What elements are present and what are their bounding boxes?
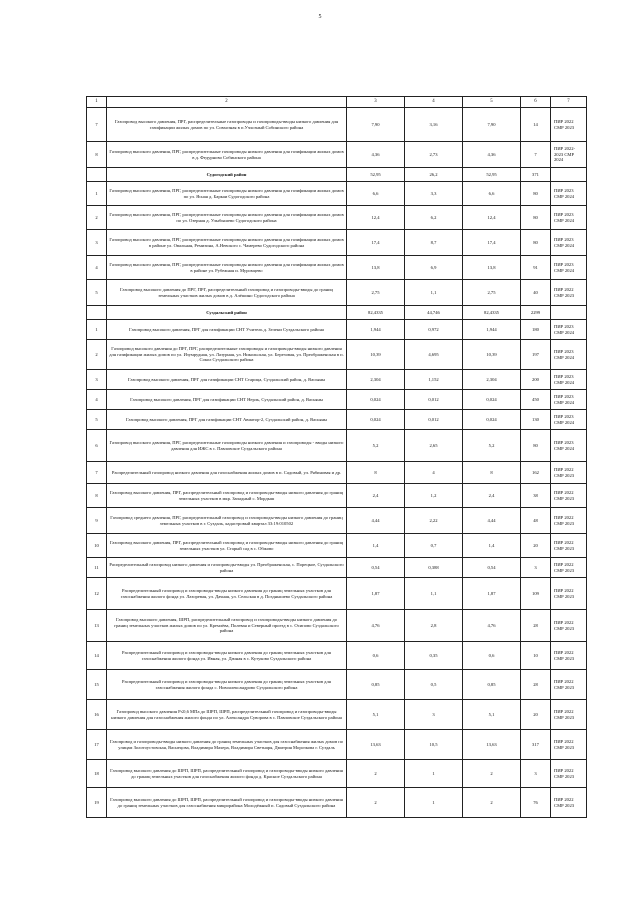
row-value: 4,36 [463, 142, 521, 168]
row-number: 7 [87, 462, 107, 484]
header-cell: 5 [463, 97, 521, 108]
row-value: 12,4 [347, 206, 405, 230]
header-cell: 4 [405, 97, 463, 108]
row-value: ПИР 2022 СМР 2023 [551, 610, 587, 642]
row-value: 0,388 [405, 558, 463, 578]
row-value: 317 [521, 730, 551, 760]
row-description: Газопровод высокого давления, ПРГ, распределительный газопровод и газопроводы-вводы низкого давления до границ земельных участков ул. Старый сад в с. Обжово [107, 534, 347, 558]
row-value: 91 [521, 256, 551, 280]
row-number: 19 [87, 788, 107, 818]
row-description: Газопровод высокого давления до ПРГ, ПРГ, распределительные газопроводы и газопроводы-вводы низкого давления для газификации жилых домов по ул. Изумрудная, ул. Лазурная, ул. Никольская, ул. Березовая, ул. Преображенская в п. Сокол Суздальского района [107, 340, 347, 370]
row-value: 0,024 [463, 410, 521, 430]
row-number: 15 [87, 670, 107, 700]
row-value: 48 [521, 508, 551, 534]
row-value: 1,1 [405, 280, 463, 306]
row-value: 0,6 [463, 642, 521, 670]
row-value: 10 [521, 642, 551, 670]
row-value: 17,4 [347, 230, 405, 256]
row-value: 2,304 [347, 370, 405, 390]
row-number: 11 [87, 558, 107, 578]
row-description: Газопровод высокого давления, ШРП, распределительный газопровод и газопроводы-вводы низкого давления до границ земельных участков жилых домов по ул. Кремлёва, Полевая и Северный проезд в с. Осипово Суздальского района [107, 610, 347, 642]
row-description: Газопровод высокого давления, ПРГ для газификации СНТ Старица, Суздальский район, д. Васьяны [107, 370, 347, 390]
row-value: ПИР 2022 СМР 2023 [551, 730, 587, 760]
header-cell: 6 [521, 97, 551, 108]
row-value: ПИР 2022 СМР 2023 [551, 534, 587, 558]
row-value: 1 [405, 760, 463, 788]
table-header-row [87, 97, 587, 108]
row-value: 0,54 [463, 558, 521, 578]
row-description: Распределительный газопровод низкого давления для газоснабжения жилых домов в п. Садовый, ул. Рябиновая и др. [107, 462, 347, 484]
row-value: 3 [405, 700, 463, 730]
row-value: 6,2 [405, 206, 463, 230]
table-row [87, 670, 587, 700]
table-row [87, 730, 587, 760]
row-value: 2,8 [405, 610, 463, 642]
row-value: 1,944 [463, 320, 521, 340]
row-value: 52,95 [463, 168, 521, 182]
table-row [87, 182, 587, 206]
row-value: 13,63 [463, 730, 521, 760]
row-description: Распределительный газопровод и газопроводы-вводы низкого давления до границ земельных участков для газоснабжения жилого фонда с. Новоалександрово Суздальского района [107, 670, 347, 700]
row-value: 0,012 [405, 410, 463, 430]
row-value: 12,4 [463, 206, 521, 230]
row-value: 4,695 [405, 340, 463, 370]
table-row [87, 410, 587, 430]
row-value: 4 [405, 462, 463, 484]
row-value: ПИР 2022 СМР 2023 [551, 642, 587, 670]
row-description: Газопровод высокого давления, ПРГ, распределительные газопроводы низкого давления и газопроводы - вводы низкого давления для ИЖС в с. Павловское Суздальского района [107, 430, 347, 462]
row-value: ПИР 2023 СМР 2024 [551, 182, 587, 206]
row-value: 14 [521, 108, 551, 142]
row-number: 18 [87, 760, 107, 788]
row-description: Газопровод высокого давления, ПРГ для газификации СНТ Авиатор-2, Суздальский район, д. Васьяны [107, 410, 347, 430]
row-description: Газопровод высокого давления, ПРГ, распределительные газопроводы низкого давления для газификации жилых домов по ул. Ясная д. Баркаи Судогодского района [107, 182, 347, 206]
row-value: 1,87 [347, 578, 405, 610]
row-value: 10,39 [463, 340, 521, 370]
table-row [87, 484, 587, 508]
row-number: 3 [87, 370, 107, 390]
row-value [551, 168, 587, 182]
table-row [87, 610, 587, 642]
row-value: ПИР 2022 СМР 2023 [551, 788, 587, 818]
gas-pipeline-table [86, 96, 587, 818]
table-row [87, 508, 587, 534]
row-number: 1 [87, 320, 107, 340]
row-value: 450 [521, 390, 551, 410]
row-value: ПИР 2022 СМР 2023 [551, 108, 587, 142]
row-number: 14 [87, 642, 107, 670]
row-value: 5,2 [347, 430, 405, 462]
row-number: 3 [87, 230, 107, 256]
row-value: 20 [521, 534, 551, 558]
row-value: 200 [521, 370, 551, 390]
row-value: 2,4 [463, 484, 521, 508]
row-value: 2,4 [347, 484, 405, 508]
row-value: 371 [521, 168, 551, 182]
row-value: 5,2 [463, 430, 521, 462]
row-value: ПИР 2022 СМР 2023 [551, 670, 587, 700]
row-value: 44,746 [405, 306, 463, 320]
row-value: ПИР 2023 СМР 2024 [551, 390, 587, 410]
row-value: 2,22 [405, 508, 463, 534]
row-value: 80 [521, 206, 551, 230]
row-number: 1 [87, 182, 107, 206]
row-number [87, 306, 107, 320]
row-description: Газопровод высокого давления, ПРГ, распределительные газопроводы низкого давления для газификации жилых домов в районе ул. Овальная, Ремизина, А.Невского с. Чамерево Судогодского района [107, 230, 347, 256]
row-value: 4,36 [347, 142, 405, 168]
row-value: 2,73 [405, 142, 463, 168]
row-number [87, 168, 107, 182]
row-description: Газопровод высокого давления, ПРГ, распределительные газопроводы низкого давления для газификации жилых домов в районе ул. Рубежная и. Муромцево [107, 256, 347, 280]
row-value: 0,6 [347, 642, 405, 670]
row-value: 13,63 [347, 730, 405, 760]
row-value: 80 [521, 182, 551, 206]
row-description: Распределительный газопровод и газопроводы-вводы низкого давления до границ земельных участков для газоснабжения жилого фонда ул. Лазоревая, ул. Дачная, ул. Сельская в д. Позднышево Суздальского района [107, 578, 347, 610]
row-description: Газопровод высокого давления Р≤0,6 МПа до ШРП, ШРП, распределительный газопровод и газопроводы-вводы низкого давления для газоснабжения жилого фонда по ул. Александра Суворова в с. Павловское Суздальского района [107, 700, 347, 730]
row-value: 1,944 [347, 320, 405, 340]
header-cell: 1 [87, 97, 107, 108]
table-row [87, 370, 587, 390]
row-value: 0,54 [347, 558, 405, 578]
table-row [87, 700, 587, 730]
row-value: 3 [521, 760, 551, 788]
row-value: 82,4335 [347, 306, 405, 320]
row-value: 28 [521, 610, 551, 642]
row-value: 2 [347, 760, 405, 788]
row-value: ПИР 2023 СМР 2024 [551, 410, 587, 430]
row-value: 1,4 [347, 534, 405, 558]
row-value: 52,95 [347, 168, 405, 182]
row-description: Газопровод среднего давления, ПРГ, распределительный газопровод и газопроводы-вводы низкого давления до границ земельных участков в г. Суздаль, кадастровый квартал 33:19:010502 [107, 508, 347, 534]
table-row [87, 256, 587, 280]
row-value: 82,4335 [463, 306, 521, 320]
row-value: 0,35 [405, 642, 463, 670]
row-value: 8,7 [405, 230, 463, 256]
row-value: 6,6 [463, 182, 521, 206]
row-value: 197 [521, 340, 551, 370]
row-value: ПИР 2023 СМР 2024 [551, 340, 587, 370]
row-value: 0,024 [463, 390, 521, 410]
row-value: 4,44 [463, 508, 521, 534]
row-value: 10,5 [405, 730, 463, 760]
table-row [87, 642, 587, 670]
row-value: 130 [521, 410, 551, 430]
table-row [87, 558, 587, 578]
row-number: 7 [87, 108, 107, 142]
row-value: 80 [521, 230, 551, 256]
row-value: 2,75 [347, 280, 405, 306]
row-value [551, 306, 587, 320]
table-row [87, 760, 587, 788]
row-description: Газопровод высокого давления до ШРП, ШРП, распределительный газопровод и газопроводы-вводы низкого давления до границ земельных участков для газоснабжения жилого фонда д. Красное Суздальского района [107, 760, 347, 788]
row-value: 2299 [521, 306, 551, 320]
row-description: Распределительный газопровод и газопроводы-вводы низкого давления до границ земельных участков для газоснабжения жилого фонда ул. Ивная, ул. Дачная в с. Кутуково Суздальского района [107, 642, 347, 670]
row-description: Газопровод высокого давления до ПРГ, ПРГ, распределительный газопровод и газопроводы-вводы до границ земельных участков жилых домов в д. Алёшино Судогодского района [107, 280, 347, 306]
row-number: 2 [87, 206, 107, 230]
row-value: ПИР 2023 СМР 2024 [551, 320, 587, 340]
row-value: ПИР 2022 СМР 2023 [551, 484, 587, 508]
row-value: 0,85 [347, 670, 405, 700]
row-value: ПИР 2023 СМР 2024 [551, 256, 587, 280]
row-value: ПИР 2023 СМР 2024 [551, 230, 587, 256]
row-value: 28 [521, 670, 551, 700]
row-value: 40 [521, 280, 551, 306]
row-number: 8 [87, 484, 107, 508]
page-number: 5 [318, 14, 322, 20]
row-description: Газопровод и газопроводы-вводы низкого давления до границ земельных участков для газоснабжения жилых домов по улицам Золотоустовская, Васнецова, Владимира Махера, Владимира Светнаря, Дмитрия Морозкова г. Суздаль [107, 730, 347, 760]
table-row [87, 280, 587, 306]
row-value: 8 [463, 462, 521, 484]
row-value: 1,87 [463, 578, 521, 610]
row-value: 2 [463, 760, 521, 788]
row-value: 7 [521, 142, 551, 168]
row-value: ПИР 2022 СМР 2023 [551, 280, 587, 306]
row-value: 1 [405, 788, 463, 818]
row-value: 0,024 [347, 390, 405, 410]
row-value: 0,972 [405, 320, 463, 340]
row-value: 13,8 [463, 256, 521, 280]
row-value: 38 [521, 484, 551, 508]
row-value: 2,304 [463, 370, 521, 390]
row-description: Газопровод высокого давления, ПРГ, распределительные газопроводы низкого давления для газификации жилых домов по ул. Озерная д. Улыбышево Судогодского района [107, 206, 347, 230]
table-row [87, 462, 587, 484]
row-description: Газопровод высокого давления, ПРГ для газификации СНТ Учитель д. Зелени Суздальского района [107, 320, 347, 340]
row-value: 1,2 [405, 484, 463, 508]
row-value: 76 [521, 788, 551, 818]
row-value: ПИР 2022 СМР 2023 [551, 760, 587, 788]
row-value: 3,3 [405, 182, 463, 206]
row-value: ПИР 2022 СМР 2023 [551, 508, 587, 534]
row-number: 16 [87, 700, 107, 730]
table-row [87, 320, 587, 340]
row-value: ПИР 2023 СМР 2024 [551, 206, 587, 230]
table-row [87, 534, 587, 558]
row-value: 4,76 [463, 610, 521, 642]
row-value: 1,152 [405, 370, 463, 390]
row-value: 1,1 [405, 578, 463, 610]
header-cell: 7 [551, 97, 587, 108]
header-cell: 3 [347, 97, 405, 108]
table-row [87, 430, 587, 462]
row-description: Газопровод высокого давления, ПРГ, распределительный газопровод и газопроводы-вводы низкого давления до границ земельных участков в мкр. Западный с. Мордыш [107, 484, 347, 508]
row-number: 4 [87, 256, 107, 280]
row-number: 8 [87, 142, 107, 168]
row-value: 2,75 [463, 280, 521, 306]
table-row [87, 578, 587, 610]
section-row [87, 306, 587, 320]
row-number: 10 [87, 534, 107, 558]
row-value: 0,024 [347, 410, 405, 430]
table-row [87, 340, 587, 370]
row-value: 17,4 [463, 230, 521, 256]
row-number: 13 [87, 610, 107, 642]
row-value: 5,1 [347, 700, 405, 730]
table-row [87, 230, 587, 256]
row-number: 5 [87, 280, 107, 306]
row-value: 10,39 [347, 340, 405, 370]
row-value: 180 [521, 320, 551, 340]
row-value: 13,8 [347, 256, 405, 280]
row-description: Газопровод высокого давления, ПРГ, распределительные газопроводы и газопроводы-вводы низкого давления для газификации жилых домов по ул. Совхозная в п.Учхозный Собинского района [107, 108, 347, 142]
row-value: ПИР 2023 СМР 2024 [551, 370, 587, 390]
row-value: 5,1 [463, 700, 521, 730]
row-value: 6,9 [405, 256, 463, 280]
row-description: Газопровод высокого давления до ШРП, ШРП, распределительный газопровод и газопроводы-вводы низкого давления до границ земельных участков для газоснабжения микрорайона Молодёжный п. Садовый Суздальского района [107, 788, 347, 818]
row-number: 12 [87, 578, 107, 610]
row-value: 162 [521, 462, 551, 484]
row-number: 9 [87, 508, 107, 534]
table-row [87, 390, 587, 410]
table-row [87, 788, 587, 818]
row-value: 4,76 [347, 610, 405, 642]
row-description: Судогодский район [107, 168, 347, 182]
row-description: Суздальский район [107, 306, 347, 320]
row-value: 0,85 [463, 670, 521, 700]
row-value: 0,012 [405, 390, 463, 410]
row-value: 26,2 [405, 168, 463, 182]
row-value: ПИР 2022 СМР 2023 [551, 462, 587, 484]
row-number: 5 [87, 410, 107, 430]
row-value: ПИР 2023 СМР 2024 [551, 430, 587, 462]
row-number: 4 [87, 390, 107, 410]
row-number: 2 [87, 340, 107, 370]
row-value: 2 [347, 788, 405, 818]
row-value: ПИР 2022-2023 СМР 2024 [551, 142, 587, 168]
row-value: 109 [521, 578, 551, 610]
row-value: 6,6 [347, 182, 405, 206]
row-value: 1,4 [463, 534, 521, 558]
row-description: Газопровод высокого давления, ПРГ, распределительные газопроводы низкого давления для газификации жилых домов в д. Федурново Собинского района [107, 142, 347, 168]
row-value: 2,65 [405, 430, 463, 462]
row-value: 4,44 [347, 508, 405, 534]
row-value: ПИР 2022 СМР 2023 [551, 700, 587, 730]
row-description: Газопровод высокого давления, ПРГ для газификации СНТ Нерль, Суздальский район, д. Васьяны [107, 390, 347, 410]
row-value: 8 [347, 462, 405, 484]
row-number: 6 [87, 430, 107, 462]
row-value: ПИР 2022 СМР 2023 [551, 578, 587, 610]
row-value: 80 [521, 430, 551, 462]
table-row [87, 108, 587, 142]
row-value: 7,90 [463, 108, 521, 142]
row-value: ПИР 2022 СМР 2023 [551, 558, 587, 578]
row-value: 3 [521, 558, 551, 578]
row-value: 0,7 [405, 534, 463, 558]
row-value: 3,16 [405, 108, 463, 142]
row-number: 17 [87, 730, 107, 760]
row-value: 20 [521, 700, 551, 730]
row-value: 0,5 [405, 670, 463, 700]
table-row [87, 206, 587, 230]
row-value: 7,90 [347, 108, 405, 142]
section-row [87, 168, 587, 182]
table-row [87, 142, 587, 168]
header-cell: 2 [107, 97, 347, 108]
row-description: Распределительный газопровод низкого давления и газопроводы-вводы ул. Преображенская, с. Порецкое, Суздальского района [107, 558, 347, 578]
row-value: 2 [463, 788, 521, 818]
